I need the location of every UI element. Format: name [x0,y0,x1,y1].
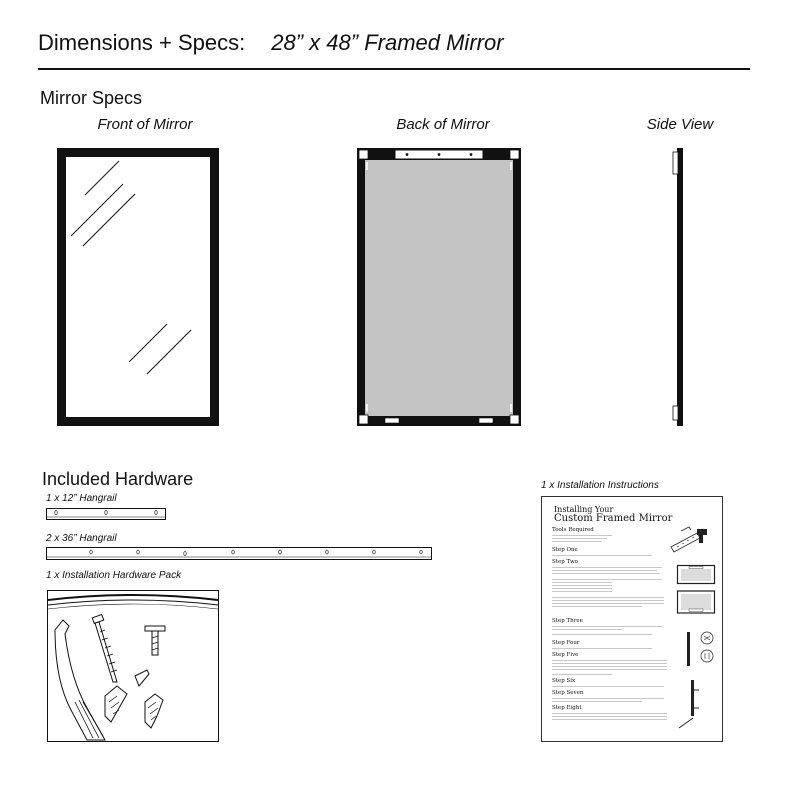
doc-text-line [552,585,612,586]
doc-text-line [552,579,662,580]
doc-step-eight: Step Eight [552,705,582,711]
doc-text-line [552,588,612,589]
instructions-label: 1 x Installation Instructions [541,480,659,491]
doc-text-line [552,555,652,556]
doc-text-line [552,686,664,687]
mirror-specs-heading: Mirror Specs [40,88,143,108]
hardware-pack-label: 1 x Installation Hardware Pack [46,570,182,581]
wall-hanging-figure [677,630,717,730]
doc-text-line [552,582,612,583]
doc-text-line [552,591,612,592]
doc-title-line1: Installing Your [554,505,614,514]
front-label: Front of Mirror [97,116,193,133]
doc-text-line [552,660,667,661]
hangrail-12-drawing [46,508,166,520]
doc-step-four: Step Four [552,640,580,646]
doc-text-line [552,674,612,675]
hangrail-36-label: 2 x 36” Hangrail [46,533,117,544]
doc-text-line [552,666,667,667]
doc-text-line [552,626,662,627]
doc-text-line [552,606,642,607]
header-divider [38,68,750,70]
instructions-document [541,496,723,742]
doc-text-line [552,701,642,702]
doc-step-two: Step Two [552,559,578,565]
doc-step-five: Step Five [552,652,579,658]
doc-step-three: Step Three [552,618,583,624]
doc-step-one: Step One [552,547,578,553]
doc-text-line [552,698,664,699]
doc-title-line2: Custom Framed Mirror [554,513,673,524]
doc-text-line [552,669,667,670]
doc-text-line [552,573,660,574]
doc-text-line [552,567,662,568]
page-title [38,30,504,56]
doc-text-line [552,719,667,720]
hardware-pack-drawing [47,590,219,742]
mirror-back-figure [677,565,715,617]
title-text: Dimensions + Specs: [38,30,246,55]
side-label: Side View [646,116,714,133]
doc-step-seven: Step Seven [552,690,584,696]
doc-text-line [552,648,652,649]
doc-text-line [552,629,622,630]
doc-text-line [552,634,652,635]
product-subtitle: 28” x 48” Framed Mirror [271,30,504,55]
doc-text-line [552,600,664,601]
hardware-heading: Included Hardware [42,469,194,489]
hangrail-36-drawing [46,547,432,561]
side-view-drawing [672,148,686,426]
doc-text-line [552,597,664,598]
doc-text-line [552,713,667,714]
doc-step-six: Step Six [552,678,576,684]
doc-text-line [552,570,657,571]
doc-text-line [552,716,667,717]
doc-text-line [552,538,607,539]
front-mirror-drawing [57,148,219,426]
back-label: Back of Mirror [396,116,490,133]
doc-text-line [552,603,664,604]
doc-text-line [552,535,612,536]
doc-text-line [552,663,667,664]
back-mirror-drawing [357,148,521,426]
doc-tools-heading: Tools Required [552,527,594,533]
hangrail-12-label: 1 x 12” Hangrail [46,493,117,504]
doc-text-line [552,541,602,542]
tools-illustration [667,525,712,557]
